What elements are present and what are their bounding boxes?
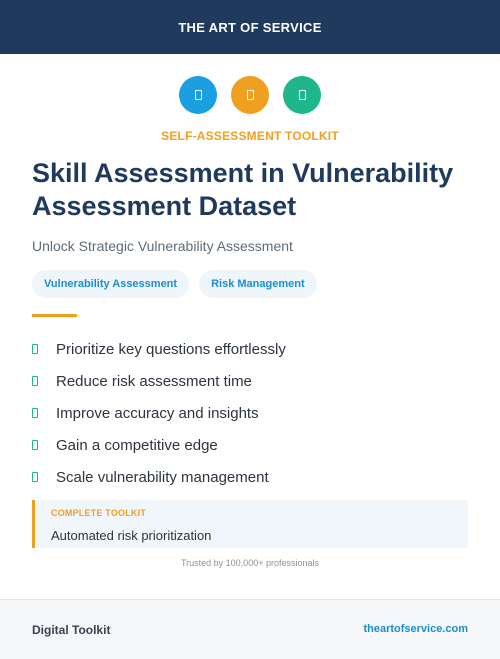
feature-list bbox=[32, 333, 286, 493]
page-title: Skill Assessment in Vulnerability Assessment Dataset bbox=[32, 158, 454, 221]
feature-label: Gain a competitive edge bbox=[56, 436, 218, 454]
footer-website-link[interactable]: theartofservice.com bbox=[363, 623, 468, 635]
checkbox-icon bbox=[32, 376, 38, 386]
page-subtitle: Unlock Strategic Vulnerability Assessment bbox=[32, 238, 293, 254]
toolkit-eyebrow: SELF-ASSESSMENT TOOLKIT bbox=[161, 129, 339, 143]
tag-risk-management: Risk Management bbox=[199, 270, 317, 298]
callout-eyebrow: COMPLETE TOOLKIT bbox=[51, 508, 147, 518]
document-icon-blue bbox=[179, 76, 217, 114]
feature-item bbox=[32, 461, 286, 493]
toolkit-callout bbox=[32, 500, 468, 548]
feature-label: Improve accuracy and insights bbox=[56, 404, 259, 422]
footer-bar bbox=[0, 599, 500, 659]
feature-item bbox=[32, 333, 286, 365]
brand-title: THE ART OF SERVICE bbox=[178, 19, 322, 35]
feature-label: Scale vulnerability management bbox=[56, 468, 269, 486]
document-icon-orange bbox=[231, 76, 269, 114]
document-icon bbox=[247, 90, 254, 100]
callout-text: Automated risk prioritization bbox=[51, 528, 212, 543]
accent-divider bbox=[32, 314, 77, 317]
icon-row bbox=[0, 76, 500, 114]
tag-list bbox=[32, 270, 317, 298]
checkbox-icon bbox=[32, 344, 38, 354]
document-icon bbox=[195, 90, 202, 100]
tag-vulnerability-assessment: Vulnerability Assessment bbox=[32, 270, 189, 298]
feature-item bbox=[32, 365, 286, 397]
feature-item bbox=[32, 429, 286, 461]
feature-label: Reduce risk assessment time bbox=[56, 372, 252, 390]
trusted-note: Trusted by 100,000+ professionals bbox=[180, 558, 319, 568]
checkbox-icon bbox=[32, 408, 38, 418]
footer-label: Digital Toolkit bbox=[32, 623, 111, 637]
header-bar bbox=[0, 0, 500, 54]
feature-item bbox=[32, 397, 286, 429]
checkbox-icon bbox=[32, 472, 38, 482]
document-icon bbox=[299, 90, 306, 100]
checkbox-icon bbox=[32, 440, 38, 450]
document-icon-green bbox=[283, 76, 321, 114]
feature-label: Prioritize key questions effortlessly bbox=[56, 340, 286, 358]
